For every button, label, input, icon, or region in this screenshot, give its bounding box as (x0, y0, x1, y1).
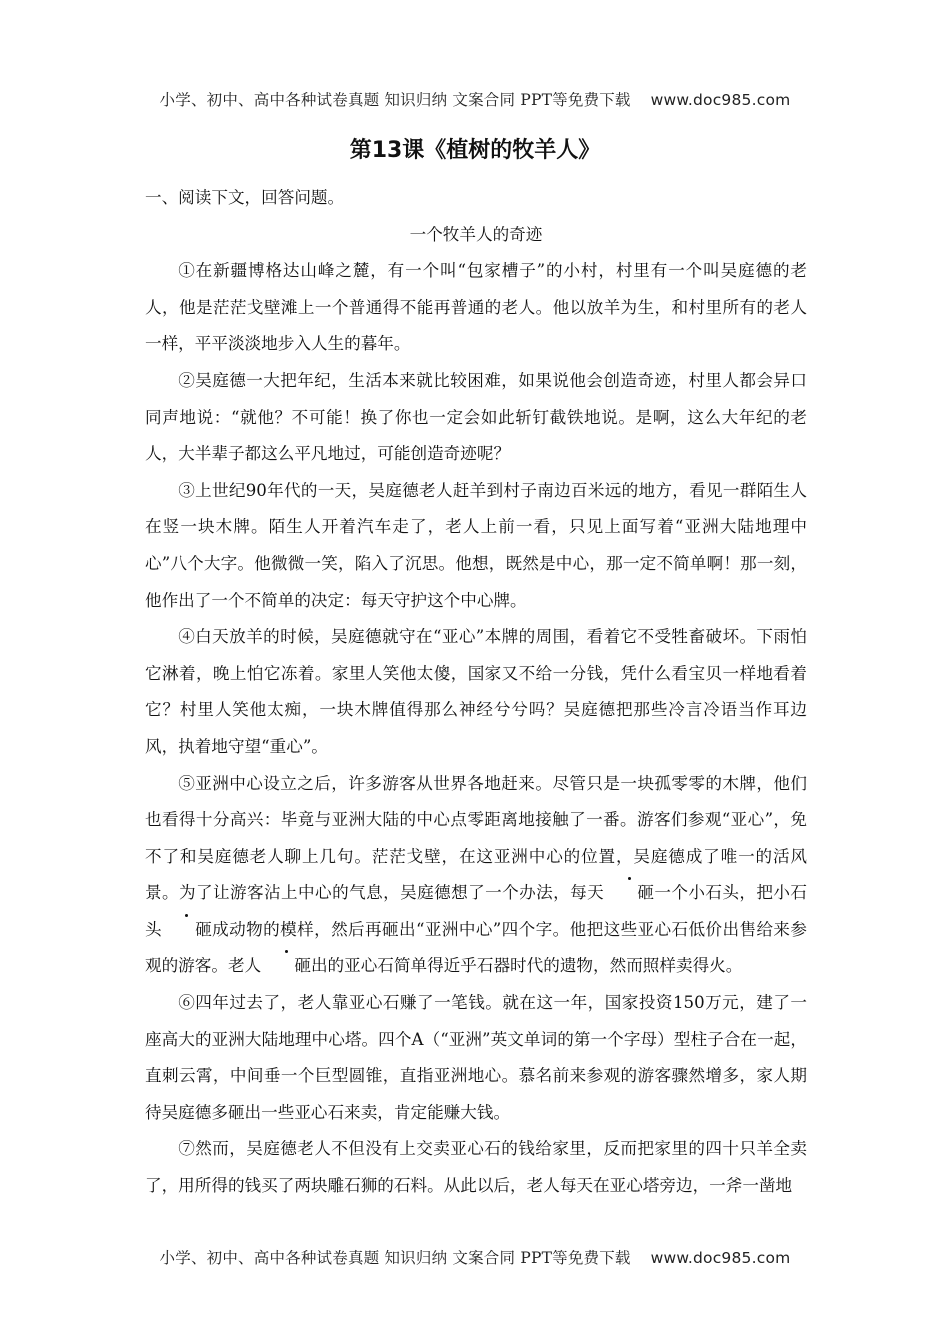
lesson-title: 第13课《植树的牧羊人》 (349, 138, 601, 163)
paragraph-4: ④白天放羊的时候，吴庭德就守在“亚心”本牌的周围，看着它不受牲畜破坏。下雨怕它淋着，晚上怕它冻着。家里人笑他太傻，国家又不给一分钱，凭什么看宝贝一样地看着它？村里人笑他太痴，一块木牌值得那么神经兮兮吗？吴庭德把那些冷言冷语当作耳边风，执着地守望“重心”。 (145, 627, 807, 756)
header-site-link[interactable]: www.doc985.com (650, 91, 791, 109)
paragraph-5-part-3: 成动物的模样，然后再砸出“亚洲中心”四个字。他把这些亚心石低价出售给来参观的游客。老人 (145, 919, 808, 976)
footer-site-link[interactable]: www.doc985.com (650, 1249, 791, 1267)
paragraph-5-part-4: 出的亚心石简单得近乎石器时代的遗物，然而照样卖得火。 (310, 956, 743, 976)
emphasized-char: 砸 (162, 912, 212, 949)
paragraph-5-part-2: 一个小石头，把小石头 (145, 883, 808, 939)
footer-banner (0, 1246, 950, 1268)
document-body (145, 180, 807, 1205)
emphasized-char: 砸 (604, 875, 654, 912)
header-banner (0, 88, 950, 110)
paragraph-2: ②吴庭德一大把年纪，生活本来就比较困难，如果说他会创造奇迹，村里人都会异口同声地说：“就他？不可能！换了你也一定会如此斩钉截铁地说。是啊，这么大年纪的老人，大半辈子都这么平凡地过，可能创造奇迹呢？ (145, 370, 807, 464)
footer-banner-text: 小学、初中、高中各种试卷真题 知识归纳 文案合同 PPT等免费下载 (159, 1249, 631, 1267)
emphasized-char: 砸 (261, 948, 311, 985)
paragraph-1: ①在新疆博格达山峰之麓，有一个叫“包家槽子”的小村，村里有一个叫吴庭德的老人，他是茫茫戈壁滩上一个普通得不能再普通的老人。他以放羊为生，和村里所有的老人一样，平平淡淡地步入人生的暮年。 (145, 261, 807, 354)
section-heading: 一、阅读下文，回答问题。 (145, 188, 345, 207)
paragraph-5-part-1: ⑤亚洲中心设立之后，许多游客从世界各地赶来。尽管只是一块孤零零的木牌，他们也看得十分高兴：毕竟与亚洲大陆的中心点零距离地接触了一番。游客们参观“亚心”，免不了和吴庭德老人聊上几句。茫茫戈壁，在这亚洲中心的位置，吴庭德成了唯一的活风景。为了让游客沾上中心的气息，吴庭德想了一个办法，每天 (145, 773, 807, 903)
paragraph-5 (145, 766, 807, 986)
header-banner-text: 小学、初中、高中各种试卷真题 知识归纳 文案合同 PPT等免费下载 (159, 91, 631, 109)
paragraph-3: ③上世纪90年代的一天，吴庭德老人赶羊到村子南边百米远的地方，看见一群陌生人在竖一块木牌。陌生人开着汽车走了，老人上前一看，只见上面写着“亚洲大陆地理中心”八个大字。他微微一笑，陷入了沉思。他想，既然是中心，那一定不简单啊！那一刻，他作出了一个不简单的决定：每天守护这个中心牌。 (145, 480, 807, 610)
paragraph-6: ⑥四年过去了，老人靠亚心石赚了一笔钱。就在这一年，国家投资150万元，建了一座高大的亚洲大陆地理中心塔。四个A（“亚洲”英文单词的第一个字母）型柱子合在一起，直刺云霄，中间垂一个巨型圆锥，直指亚洲地心。慕名前来参观的游客骤然增多，家人期待吴庭德多砸出一些亚心石来卖，肯定能赚大钱。 (145, 993, 807, 1122)
story-title: 一个牧羊人的奇迹 (409, 224, 543, 244)
paragraph-7: ⑦然而，吴庭德老人不但没有上交卖亚心石的钱给家里，反而把家里的四十只羊全卖了，用所得的钱买了两块雕石狮的石料。从此以后，老人每天在亚心塔旁边，一斧一凿地 (145, 1139, 807, 1196)
